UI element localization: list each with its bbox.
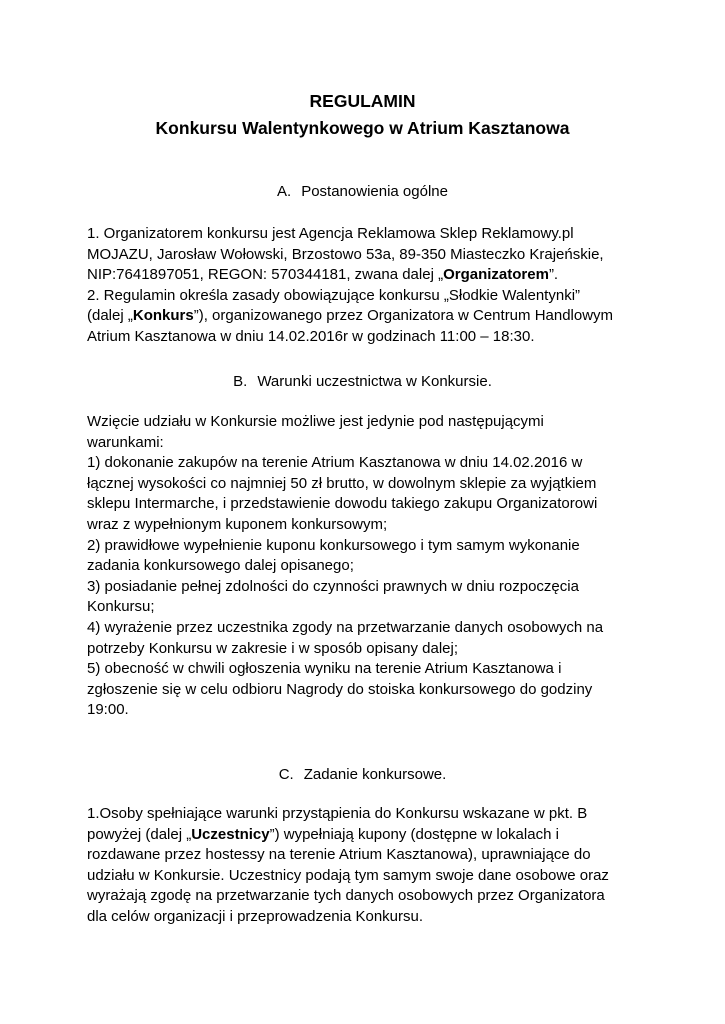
paragraph-line: wyrażają zgodę na przetwarzanie tych danych osobowych przez Organizatora	[87, 887, 605, 905]
text-segment: ”), organizowanego przez Organizatora w Centrum Handlowym	[193, 307, 614, 325]
term-participants: Uczestnicy	[191, 825, 270, 843]
section-c-letter: C.	[278, 766, 294, 783]
paragraph-line	[87, 825, 647, 846]
paragraph-line: łącznej wysokości co najmniej 50 zł brutto, w dowolnym sklepie za wyjątkiem	[87, 474, 597, 492]
text-segment: ”) wypełniają kupony (dostępne w lokalach i	[269, 825, 559, 843]
paragraph-line: 5) obecność w chwili ogłoszenia wyniku na terenie Atrium Kasztanowa i	[87, 660, 562, 678]
paragraph-line	[87, 306, 647, 327]
paragraph-line: 2. Regulamin określa zasady obowiązujące konkursu „Słodkie Walentynki”	[87, 286, 581, 304]
text-segment: ”.	[548, 266, 559, 284]
paragraph-line: Atrium Kasztanowa w dniu 14.02.2016r w godzinach 11:00 – 18:30.	[87, 327, 535, 345]
term-contest: Konkurs	[132, 307, 194, 325]
paragraph-line: wraz z wypełnionym kuponem konkursowym;	[87, 515, 388, 533]
text-segment: powyżej (dalej „	[87, 825, 192, 843]
term-organizer: Organizatorem	[443, 266, 549, 284]
paragraph-line: rozdawane przez hostessy na terenie Atrium Kasztanowa), uprawniające do	[87, 846, 591, 864]
paragraph-line: 19:00.	[87, 701, 129, 719]
paragraph-line	[87, 265, 647, 286]
text-segment: (dalej „	[87, 307, 133, 325]
paragraph-line: Wzięcie udziału w Konkursie możliwe jest jedynie pod następującymi	[87, 413, 544, 430]
section-a-heading	[0, 182, 725, 202]
document-subtitle: Konkursu Walentynkowego w Atrium Kasztanowa	[155, 118, 570, 138]
paragraph-line: 1.Osoby spełniające warunki przystąpienia do Konkursu wskazane w pkt. B	[87, 805, 588, 822]
section-a-body	[87, 224, 647, 348]
paragraph-line: zadania konkursowego dalej opisanego;	[87, 557, 354, 575]
section-c-body	[87, 804, 647, 928]
section-a-letter: A.	[277, 183, 292, 200]
document-title: REGULAMIN	[309, 91, 416, 111]
paragraph-line: zgłoszenie się w celu odbioru Nagrody do stoiska konkursowego do godziny	[87, 680, 593, 698]
paragraph-line: 1) dokonanie zakupów na terenie Atrium Kasztanowa w dniu 14.02.2016 w	[87, 454, 583, 472]
paragraph-line: sklepu Intermarche, i przedstawienie dowodu takiego zakupu Organizatorowi	[87, 495, 598, 513]
paragraph-line: MOJAZU, Jarosław Wołowski, Brzostowo 53a, 89-350 Miasteczko Krajeńskie,	[87, 245, 604, 263]
section-c-title: Zadanie konkursowe.	[303, 766, 447, 783]
paragraph-line: 4) wyrażenie przez uczestnika zgody na przetwarzanie danych osobowych na	[87, 618, 604, 636]
section-a-title: Postanowienia ogólne	[301, 183, 448, 200]
section-b-title: Warunki uczestnictwa w Konkursie.	[257, 373, 492, 390]
section-c-heading	[0, 765, 725, 785]
text-segment: NIP:7641897051, REGON: 570344181, zwana dalej „	[87, 266, 444, 284]
paragraph-line: dla celów organizacji i przeprowadzenia Konkursu.	[87, 907, 424, 925]
section-b-heading	[0, 372, 725, 392]
section-b-letter: B.	[233, 373, 248, 390]
paragraph-line: 3) posiadanie pełnej zdolności do czynności prawnych w dniu rozpoczęcia	[87, 577, 579, 595]
paragraph-line: udziału w Konkursie. Uczestnicy podają tym samym swoje dane osobowe oraz	[87, 866, 609, 884]
paragraph-line: 1. Organizatorem konkursu jest Agencja Reklamowa Sklep Reklamowy.pl	[87, 225, 574, 242]
section-b-body	[87, 412, 647, 721]
paragraph-line: Konkursu;	[87, 598, 155, 616]
paragraph-line: warunkami:	[87, 433, 164, 451]
paragraph-line: 2) prawidłowe wypełnienie kuponu konkursowego i tym samym wykonanie	[87, 536, 580, 554]
paragraph-line: potrzeby Konkursu w zakresie i w sposób opisany dalej;	[87, 639, 459, 657]
